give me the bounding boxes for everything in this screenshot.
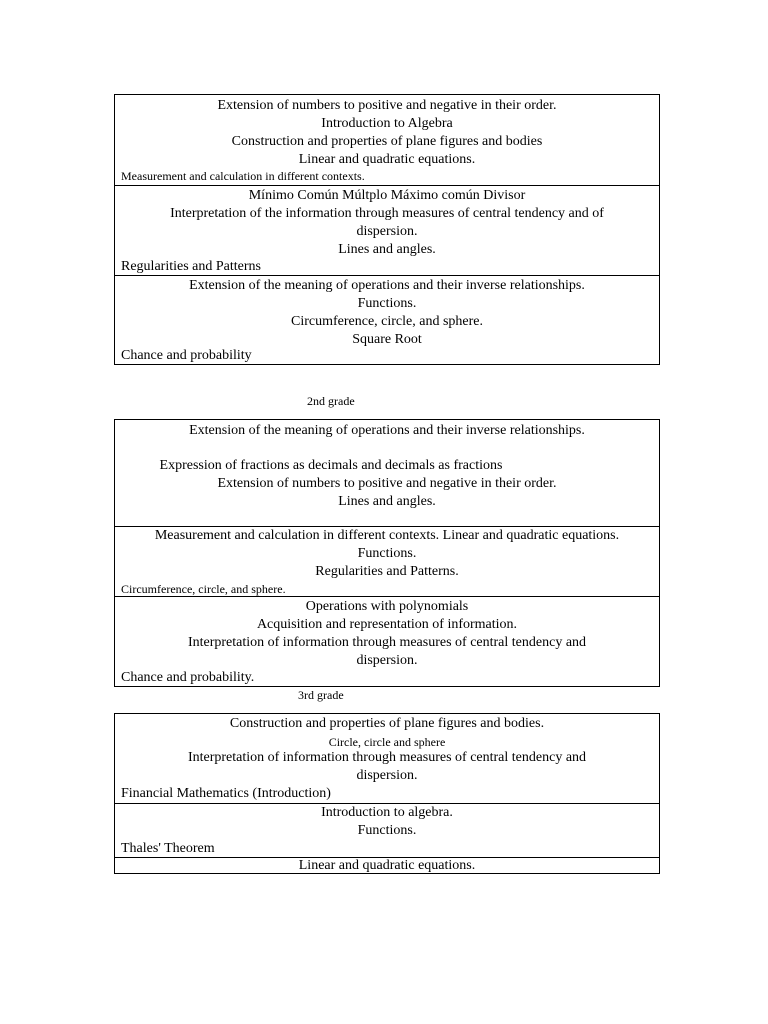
table3-cell-2 — [115, 803, 659, 857]
topic-line: Interpretation of information through measures of central tendency and — [187, 635, 587, 650]
topic-line: Regularities and Patterns — [121, 259, 261, 274]
topic-line: Linear and quadratic equations. — [298, 152, 476, 167]
topic-line: Measurement and calculation in different contexts. — [121, 169, 365, 183]
third-grade-table — [114, 713, 660, 874]
topic-line: Extension of numbers to positive and negative in their order. — [217, 98, 557, 113]
table2-cell-1 — [115, 420, 659, 526]
topic-line: Introduction to algebra. — [321, 805, 453, 820]
table2-cell-2 — [115, 526, 659, 596]
topic-line: Interpretation of information through measures of central tendency and — [187, 750, 587, 765]
topic-line: Regularities and Patterns. — [315, 564, 459, 579]
topic-line: Extension of the meaning of operations and their inverse relationships. — [189, 423, 585, 438]
topic-line: Mínimo Común Múltplo Máximo común Divisor — [248, 188, 526, 203]
topic-line: Introduction to Algebra — [321, 116, 453, 131]
topic-line: Acquisition and representation of information. — [256, 617, 518, 632]
topic-line: Lines and angles. — [338, 494, 436, 509]
table1-cell-2 — [115, 185, 659, 275]
topic-line: Circumference, circle, and sphere. — [121, 582, 286, 596]
topic-line: Circle, circle and sphere — [328, 735, 446, 749]
topic-line: Lines and angles. — [338, 242, 436, 257]
table3-cell-3 — [115, 857, 659, 873]
first-grade-table — [114, 94, 660, 365]
topic-line: Functions. — [357, 823, 417, 838]
topic-line: Financial Mathematics (Introduction) — [121, 786, 331, 801]
table2-cell-3 — [115, 596, 659, 686]
table1-cell-3 — [115, 275, 659, 364]
topic-line: dispersion. — [356, 653, 418, 668]
topic-line: Interpretation of the information through measures of central tendency and of — [170, 206, 604, 221]
table3-cell-1 — [115, 714, 659, 803]
topic-line: Measurement and calculation in different contexts. Linear and quadratic equations. — [154, 528, 620, 543]
topic-line: Construction and properties of plane figures and bodies — [231, 134, 543, 149]
topic-line: Functions. — [357, 546, 417, 561]
third-grade-label: 3rd grade — [298, 688, 344, 702]
topic-line: Extension of numbers to positive and negative in their order. — [217, 476, 557, 491]
topic-line: Linear and quadratic equations. — [298, 858, 476, 873]
topic-line: Thales' Theorem — [121, 841, 215, 856]
topic-line: Chance and probability — [121, 348, 252, 363]
topic-line: Circumference, circle, and sphere. — [290, 314, 483, 329]
topic-line: Square Root — [352, 332, 422, 347]
topic-line: Functions. — [357, 296, 417, 311]
topic-line: Construction and properties of plane figures and bodies. — [229, 716, 545, 731]
second-grade-table — [114, 419, 660, 687]
topic-line: Operations with polynomials — [305, 599, 469, 614]
second-grade-label: 2nd grade — [307, 394, 355, 408]
topic-line: Extension of the meaning of operations and their inverse relationships. — [189, 278, 585, 293]
topic-line: dispersion. — [356, 224, 418, 239]
topic-line: dispersion. — [356, 768, 418, 783]
table1-cell-1 — [115, 95, 659, 185]
topic-line: Expression of fractions as decimals and decimals as fractions — [159, 458, 503, 473]
topic-line: Chance and probability. — [121, 670, 255, 685]
